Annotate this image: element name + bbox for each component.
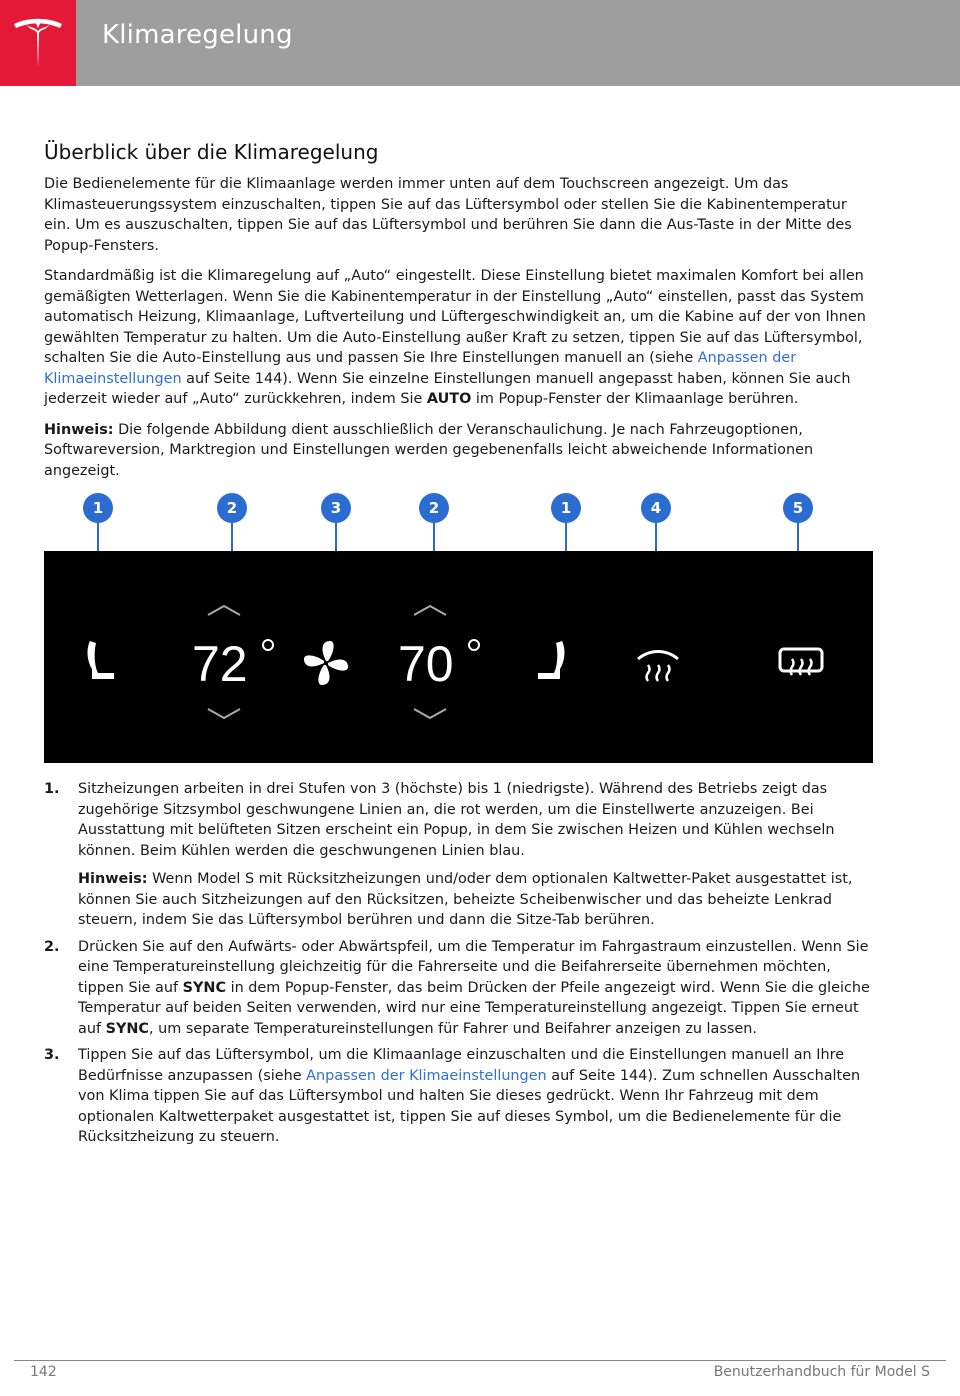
climate-bar-figure <box>44 493 874 763</box>
tesla-logo-icon <box>0 0 76 86</box>
auto-paragraph <box>44 266 874 410</box>
seat-heater-icon[interactable] <box>84 639 120 685</box>
degree-symbol <box>262 639 274 651</box>
front-defrost-icon[interactable] <box>634 645 682 685</box>
sync-button-name: SYNC <box>105 1020 149 1037</box>
page-header <box>0 0 960 86</box>
text-segment: , um separate Temperatureinstellungen für Fahrer und Beifahrer anzeigen zu lassen. <box>148 1020 757 1037</box>
list-item-3 <box>44 1045 874 1148</box>
passenger-temperature[interactable]: 70 <box>398 636 454 692</box>
chevron-down-icon[interactable] <box>412 707 448 721</box>
climate-settings-link[interactable]: Anpassen der Klimaeinstellungen <box>44 350 797 387</box>
callout-number: 3 <box>321 493 351 523</box>
degree-symbol <box>468 639 480 651</box>
seat-heater-icon[interactable] <box>532 639 568 685</box>
climate-settings-link[interactable]: Anpassen der Klimaeinstellungen <box>306 1067 547 1084</box>
list-item-text: Sitzheizungen arbeiten in drei Stufen von 3 (höchste) bis 1 (niedrigste). Während des Betriebs zeigt das zugehörige Sitzsymbol geschwungene Linien an, die rot werden, um die Einstellwerte anzuzeigen. Bei Ausstattung mit belüfteten Sitzen erscheint ein Popup, in dem Sie zwischen Heizen und Kühlen wechseln können. Beim Kühlen werden die geschwungenen Linien blau. <box>78 781 835 859</box>
note-label: Hinweis: <box>78 871 148 887</box>
callout-number: 2 <box>217 493 247 523</box>
callout-number: 4 <box>641 493 671 523</box>
page-number: 142 <box>30 1364 57 1380</box>
list-item-text <box>78 1045 874 1148</box>
footer-divider <box>14 1360 946 1361</box>
note-text: Die folgende Abbildung dient ausschließlich der Veranschaulichung. Je nach Fahrzeugoptionen, Softwareversion, Marktregion und Einstellungen werden gegebenenfalls leicht abweichende Informationen angezeigt. <box>44 421 814 479</box>
list-item-note <box>78 869 874 931</box>
list-item-1 <box>44 779 874 931</box>
list-item-2 <box>44 937 874 1040</box>
manual-title: Benutzerhandbuch für Model S <box>713 1364 930 1380</box>
note-label: Hinweis: <box>44 421 114 438</box>
fan-icon[interactable] <box>302 639 350 687</box>
chevron-up-icon[interactable] <box>206 603 242 617</box>
auto-paragraph-text-2: auf Seite 144). Wenn Sie einzelne Einstellungen manuell angepasst haben, können Sie auch jederzeit wieder auf „Auto“ zurückkehren, indem Sie <box>44 370 851 407</box>
chevron-down-icon[interactable] <box>206 707 242 721</box>
note-text: Wenn Model S mit Rücksitzheizungen und/oder dem optionalen Kaltwetter-Paket ausgestattet ist, können Sie auch Sitzheizungen auf den Rücksitzen, beheizte Scheibenwischer und das beheizte Lenkrad steuern, indem Sie das Lüftersymbol berühren und dann die Sitze-Tab berühren. <box>78 871 853 928</box>
chevron-up-icon[interactable] <box>412 603 448 617</box>
main-content <box>44 140 874 1154</box>
text-segment: in dem Popup-Fenster, das beim Drücken der Pfeile angezeigt wird. Wenn Sie die gleiche Temperatur auf beiden Seiten verwenden, wird nur eine Temperatureinstellung angezeigt. Tippen Sie erneut auf <box>78 979 870 1037</box>
callout-number: 2 <box>419 493 449 523</box>
text-segment: Drücken Sie auf den Aufwärts- oder Abwärtspfeil, um die Temperatur im Fahrgastraum einzustellen. Wenn Sie eine Temperatureinstellung gleichzeitig für die Fahrerseite und die Beifahrerseite übernehmen möchten, tippen Sie auf <box>78 938 869 996</box>
sync-button-name: SYNC <box>182 979 226 996</box>
list-number: 3. <box>44 1047 60 1063</box>
list-item-text <box>78 937 874 1040</box>
numbered-list <box>44 779 874 1148</box>
auto-paragraph-text-3: im Popup-Fenster der Klimaanlage berühren. <box>471 391 799 407</box>
note-paragraph <box>44 420 874 482</box>
intro-paragraph: Die Bedienelemente für die Klimaanlage werden immer unten auf dem Touchscreen angezeigt. Um das Klimasteuerungssystem einzuschalten, tippen Sie auf das Lüftersymbol oder stellen Sie die Kabinentemperatur ein. Um es auszuschalten, tippen Sie auf das Lüftersymbol und berühren Sie dann die Aus-Taste in der Mitte des Popup-Fensters. <box>44 176 852 254</box>
text-segment: auf Seite 144). Zum schnellen Ausschalten von Klima tippen Sie auf das Lüftersymbol und halten Sie dieses gedrückt. Wenn Ihr Fahrzeug mit dem optionalen Kaltwetterpaket ausgestattet ist, tippen Sie auf dieses Symbol, um die Bedienelemente für die Rücksitzheizung zu steuern. <box>78 1067 861 1145</box>
driver-temperature[interactable]: 72 <box>192 636 248 692</box>
list-number: 2. <box>44 938 60 955</box>
auto-button-name: AUTO <box>426 391 472 407</box>
auto-paragraph-text: Standardmäßig ist die Klimaregelung auf „Auto“ eingestellt. Diese Einstellung bietet maximalen Komfort bei allen gemäßigten Wetterlagen. Wenn Sie die Kabinentemperatur in der Einstellung „Auto“ einstellen, passt das System automatisch Heizung, Klimaanlage, Luftverteilung und Lüftergeschwindigkeit an, um die Kabine auf der von Ihnen gewählten Temperatur zu halten. Um die Auto-Einstellung außer Kraft zu setzen, tippen Sie auf das Lüftersymbol, schalten Sie die Auto-Einstellung aus und passen Sie Ihre Einstellungen manuell an (siehe <box>44 268 866 366</box>
page-title: Klimaregelung <box>102 20 293 50</box>
rear-defrost-icon[interactable] <box>776 645 826 685</box>
list-number: 1. <box>44 781 60 797</box>
text-segment: Tippen Sie auf das Lüftersymbol, um die Klimaanlage einzuschalten und die Einstellungen manuell an Ihre Bedürfnisse anzupassen (siehe <box>78 1047 845 1084</box>
climate-control-bar <box>44 551 873 763</box>
callout-number: 1 <box>83 493 113 523</box>
callout-number: 1 <box>551 493 581 523</box>
callout-number: 5 <box>783 493 813 523</box>
section-title: Überblick über die Klimaregelung <box>44 140 379 164</box>
